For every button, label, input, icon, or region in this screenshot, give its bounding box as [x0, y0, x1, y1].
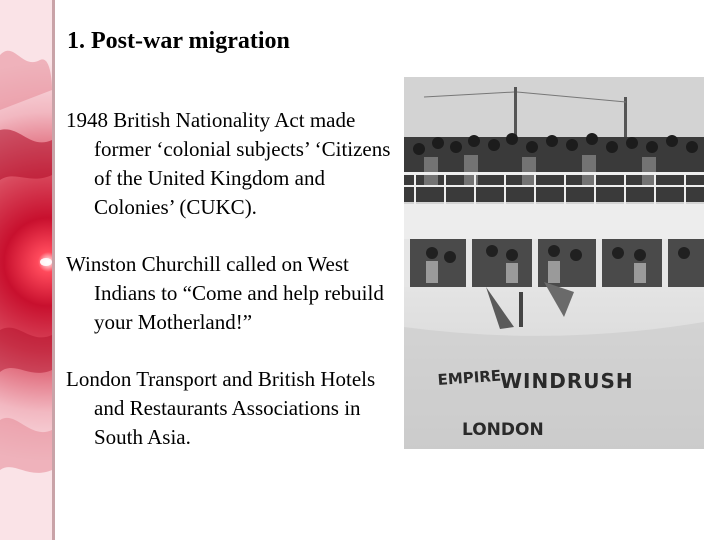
- bullet-london-transport: London Transport and British Hotels and Restaurants Associations in South Asia.: [66, 367, 376, 449]
- bullet-list: [66, 106, 406, 480]
- bullet-nationality-act: 1948 British Nationality Act made former ‘colonial subjects’ ‘Citizens of the United Kingdom and Colonies’ (CUKC).: [66, 108, 391, 219]
- decorative-sidebar: [0, 0, 52, 540]
- slide-title: 1. Post-war migration: [67, 28, 290, 54]
- bullet-churchill: Winston Churchill called on West Indians to “Come and help rebuild your Motherland!”: [66, 252, 384, 334]
- ship-name-left-text: EMPIRE: [437, 366, 502, 389]
- windrush-ship-photo: [404, 77, 704, 449]
- port-name-text: LONDON: [462, 420, 544, 440]
- sidebar-graphic: [0, 0, 52, 540]
- sidebar-divider: [52, 0, 55, 540]
- ship-illustration: [404, 77, 704, 449]
- ship-name-right-text: WINDRUSH: [500, 369, 634, 393]
